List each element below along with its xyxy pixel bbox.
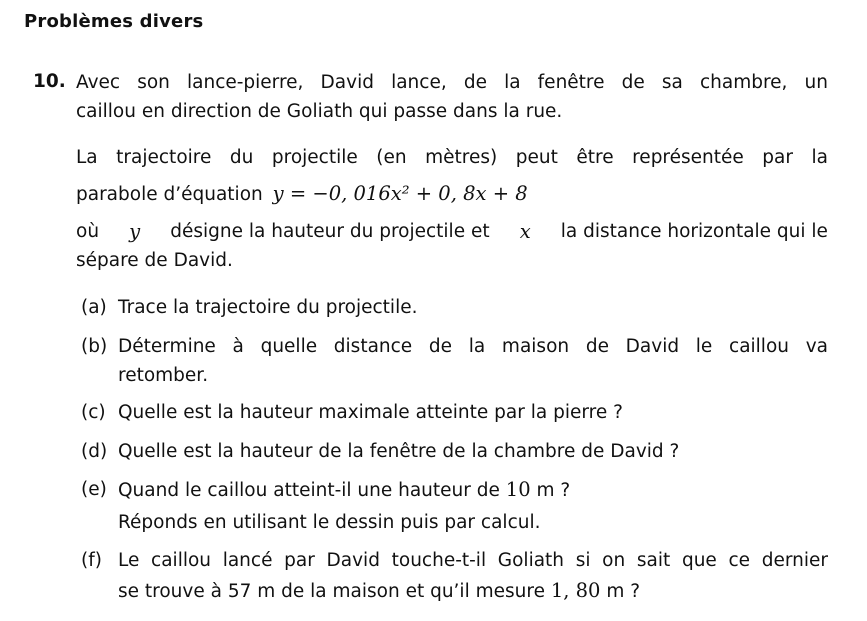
trajectory-text: parabole d’équation bbox=[76, 184, 263, 205]
item-text-a: se trouve à 57 m de la maison et qu’il mesure bbox=[118, 581, 545, 602]
item-text: Quelle est la hauteur de la fenêtre de la chambre de David ? bbox=[118, 441, 680, 462]
item-text: Trace la trajectoire du projectile. bbox=[118, 297, 418, 318]
item-text-b: m ? bbox=[536, 480, 571, 501]
intro-line-1: Avec son lance-pierre, David lance, de la fenêtre de sa chambre, un bbox=[76, 72, 828, 93]
item-text: Détermine à quelle distance de la maison de David le caillou va bbox=[118, 336, 828, 357]
variable-x: x bbox=[519, 220, 531, 243]
height-value: 10 bbox=[505, 478, 531, 501]
variables-text-b: désigne la hauteur du projectile et bbox=[170, 221, 490, 242]
item-text-continued: Réponds en utilisant le dessin puis par calcul. bbox=[118, 512, 541, 533]
item-label: (b) bbox=[81, 336, 108, 357]
variables-text-c: la distance horizontale qui le bbox=[560, 221, 828, 242]
item-label: (e) bbox=[81, 479, 107, 500]
item-text-continued bbox=[118, 579, 640, 604]
exercise-number: 10. bbox=[33, 71, 66, 92]
height-value: 1, 80 bbox=[550, 579, 601, 602]
item-label: (a) bbox=[81, 297, 107, 318]
trajectory-line-1: La trajectoire du projectile (en mètres) peut être représentée par la bbox=[76, 147, 828, 168]
trajectory-line-2 bbox=[76, 182, 528, 207]
equation: y = −0, 016x² + 0, 8x + 8 bbox=[272, 182, 528, 205]
variables-line-2: sépare de David. bbox=[76, 250, 233, 271]
item-text: Le caillou lancé par David touche-t-il Goliath si on sait que ce dernier bbox=[118, 550, 828, 571]
variables-line-1 bbox=[76, 220, 828, 244]
item-text-a: Quand le caillou atteint-il une hauteur de bbox=[118, 480, 500, 501]
item-text-b: m ? bbox=[606, 581, 641, 602]
item-label: (f) bbox=[81, 550, 102, 571]
variables-text-a: où bbox=[76, 221, 100, 242]
item-text-continued: retomber. bbox=[118, 365, 209, 386]
item-label: (c) bbox=[81, 402, 106, 423]
variable-y: y bbox=[129, 220, 141, 243]
item-label: (d) bbox=[81, 441, 108, 462]
section-title: Problèmes divers bbox=[24, 11, 204, 32]
intro-line-2: caillou en direction de Goliath qui passe dans la rue. bbox=[76, 101, 563, 122]
item-text bbox=[118, 478, 570, 503]
item-text: Quelle est la hauteur maximale atteinte par la pierre ? bbox=[118, 402, 623, 423]
